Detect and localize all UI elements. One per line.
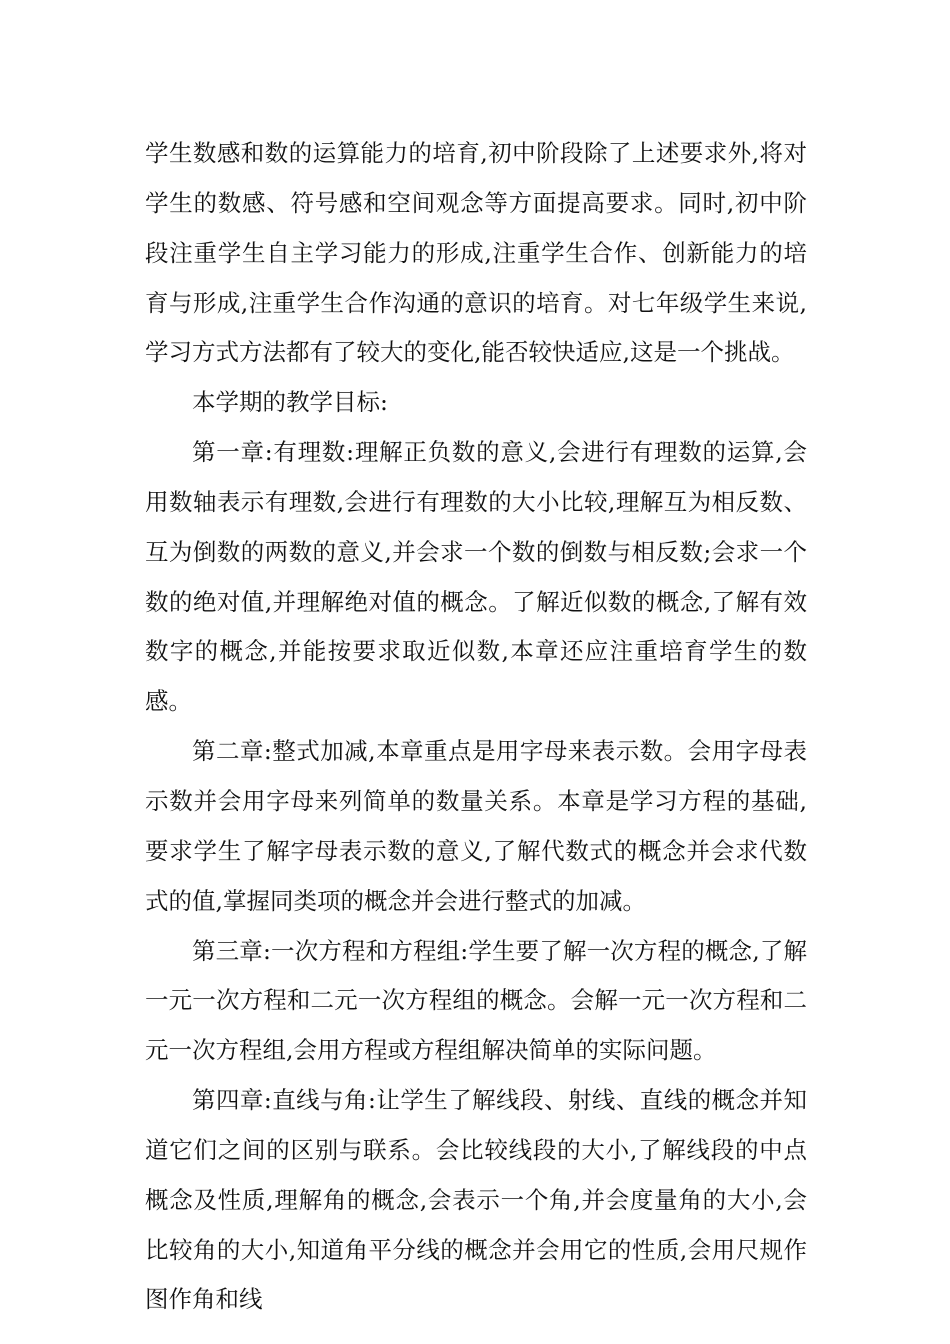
document-body [145, 129, 807, 1325]
paragraph-chapter-3: 第三章:一次方程和方程组:学生要了解一次方程的概念,了解一元一次方程和二元一次方程组的概念。会解一元一次方程和二元一次方程组,会用方程或方程组解决简单的实际问题。 [145, 936, 807, 1065]
paragraph-chapter-4: 第四章:直线与角:让学生了解线段、射线、直线的概念并知道它们之间的区别与联系。会比较线段的大小,了解线段的中点概念及性质,理解角的概念,会表示一个角,并会度量角的大小,会比较角的大小,知道角平分线的概念并会用它的性质,会用尺规作图作角和线 [145, 1086, 807, 1314]
paragraph-chapter-1: 第一章:有理数:理解正负数的意义,会进行有理数的运算,会用数轴表示有理数,会进行有理数的大小比较,理解互为相反数、互为倒数的两数的意义,并会求一个数的倒数与相反数;会求一个数的绝对值,并理解绝对值的概念。了解近似数的概念,了解有效数字的概念,并能按要求取近似数,本章还应注重培育学生的数感。 [145, 438, 807, 716]
paragraph-goals-heading: 本学期的教学目标: [192, 388, 388, 417]
paragraph-chapter-2: 第二章:整式加减,本章重点是用字母来表示数。会用字母表示数并会用字母来列简单的数量关系。本章是学习方程的基础,要求学生了解字母表示数的意义,了解代数式的概念并会求代数式的值,掌握同类项的概念并会进行整式的加减。 [145, 737, 807, 915]
paragraph-intro-continued: 学生数感和数的运算能力的培育,初中阶段除了上述要求外,将对学生的数感、符号感和空间观念等方面提高要求。同时,初中阶段注重学生自主学习能力的形成,注重学生合作、创新能力的培育与形成,注重学生合作沟通的意识的培育。对七年级学生来说,学习方式方法都有了较大的变化,能否较快适应,这是一个挑战。 [145, 139, 807, 367]
